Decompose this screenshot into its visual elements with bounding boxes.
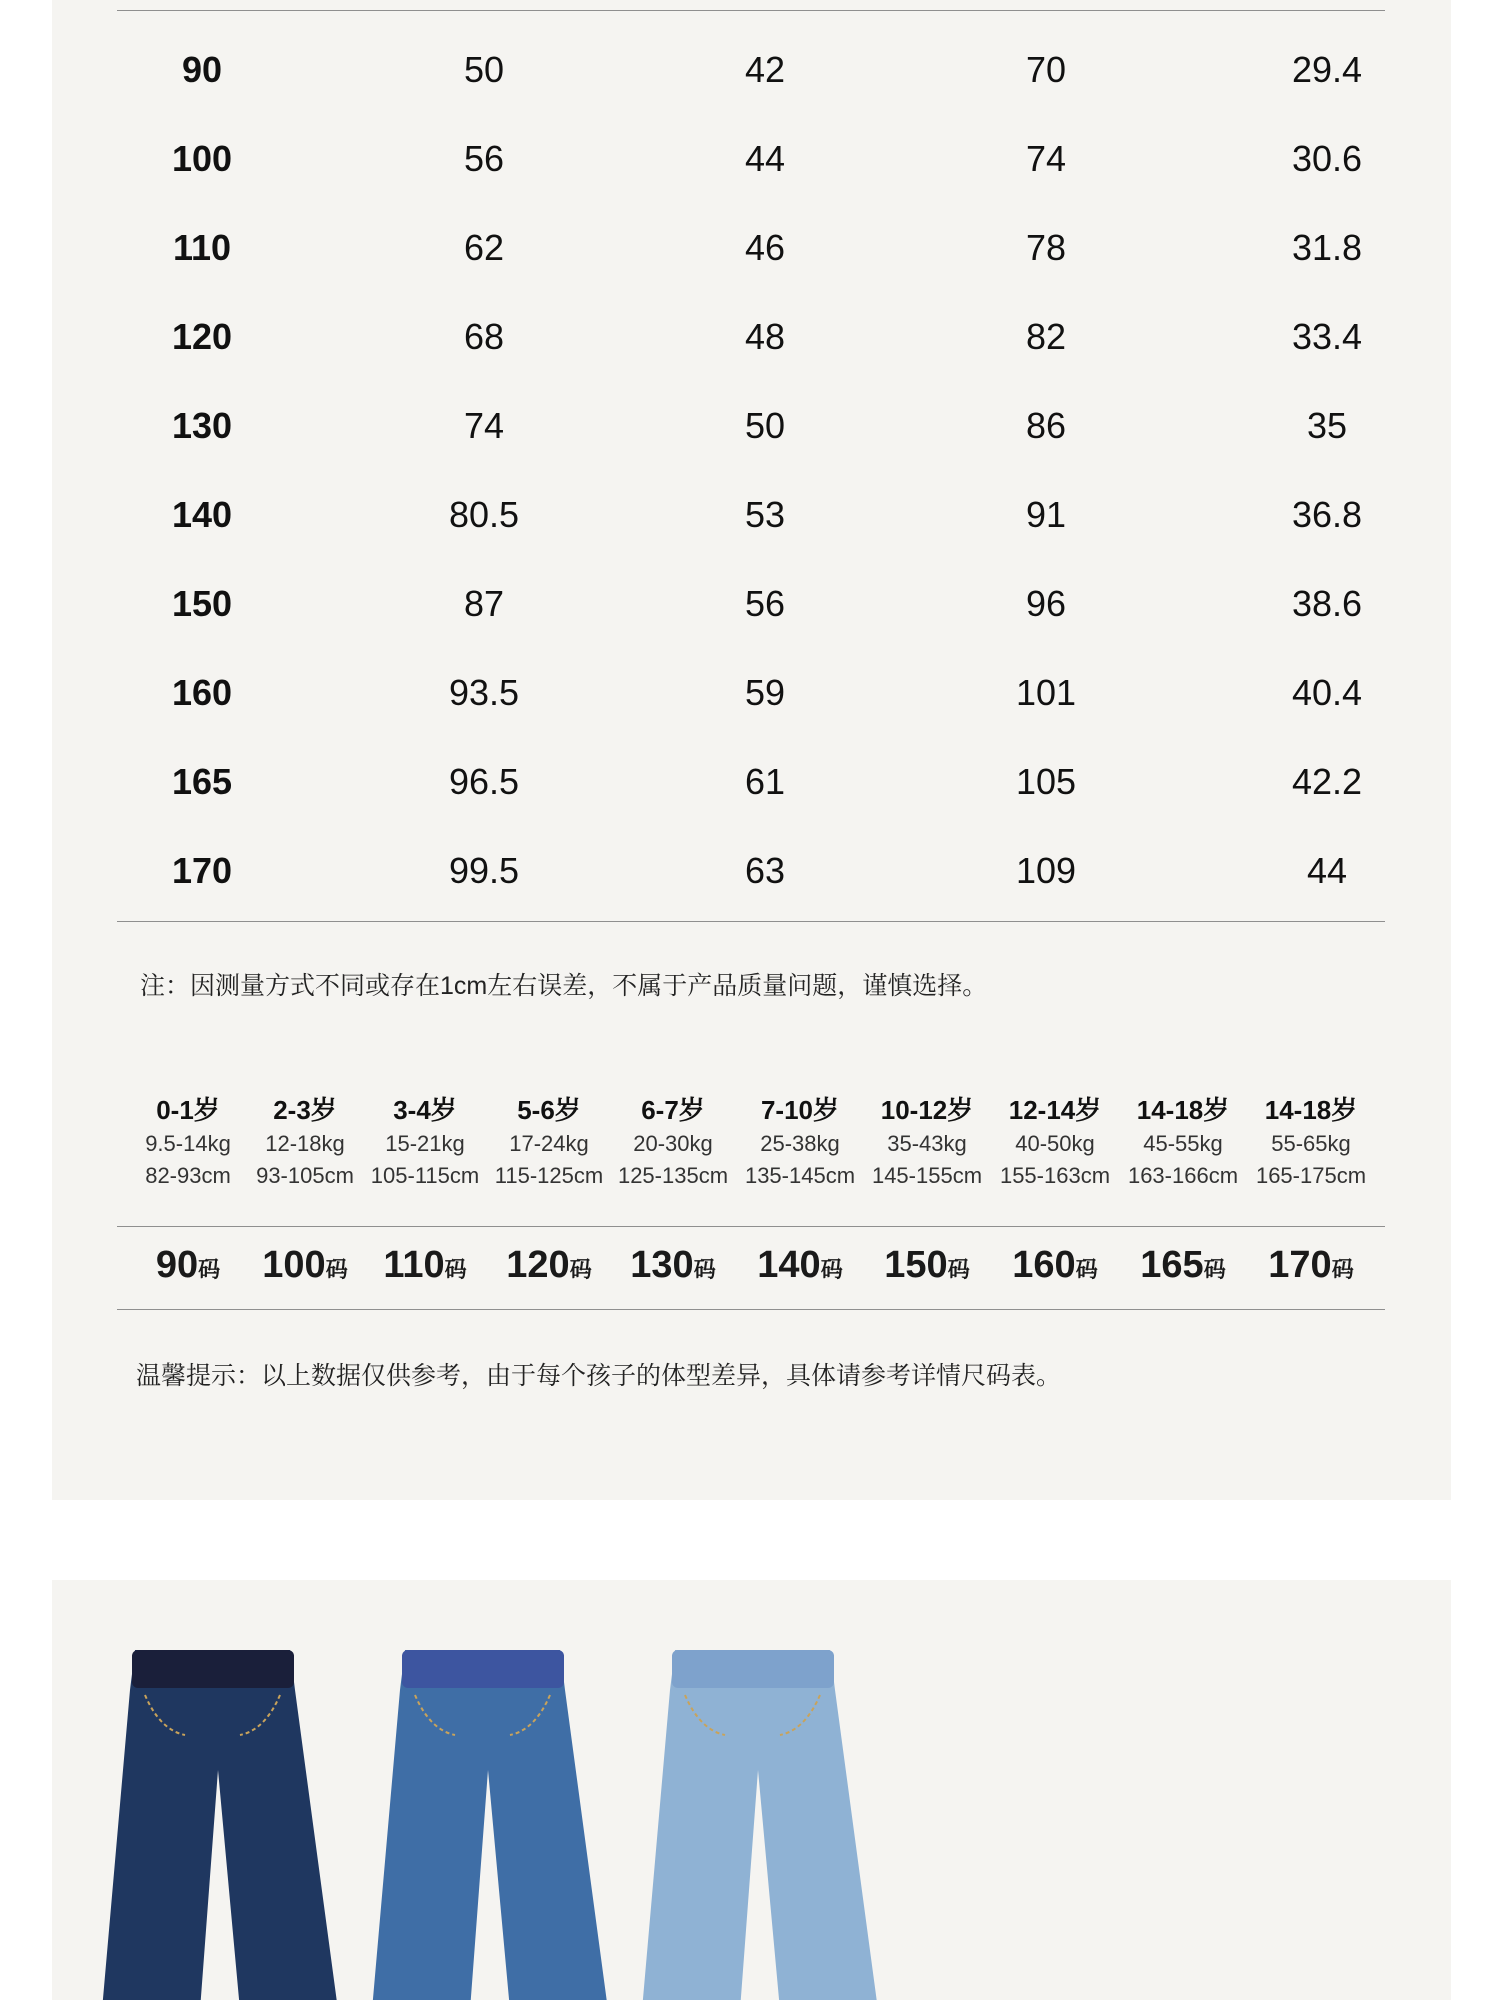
size-code [362, 1244, 488, 1287]
table-row [92, 396, 1492, 456]
measure-cell: 44 [1306, 850, 1348, 891]
measure-cell: 63 [744, 850, 786, 891]
age-block [242, 1092, 368, 1192]
jeans-light-waistband [672, 1650, 834, 1688]
jeans-dark-body [102, 1650, 338, 2000]
size-cell: 170 [171, 850, 233, 891]
measure-cell: 70 [1025, 49, 1067, 90]
size-cell: 150 [171, 583, 233, 624]
measure-cell: 78 [1025, 227, 1067, 268]
measure-cell: 96 [1025, 583, 1067, 624]
size-code-suffix: 码 [198, 1257, 221, 1282]
age-label: 2-3岁 [273, 1095, 337, 1125]
size-cell: 110 [172, 227, 232, 268]
table-row [92, 841, 1492, 901]
measure-cell: 42 [744, 49, 786, 90]
size-code-number: 90 [155, 1244, 199, 1286]
size-code-number: 170 [1268, 1244, 1332, 1286]
weight-range: 12-18kg [265, 1131, 345, 1156]
age-block [864, 1092, 990, 1192]
age-block [362, 1092, 488, 1192]
size-code-number: 150 [884, 1244, 948, 1286]
measure-cell: 61 [744, 761, 786, 802]
age-label: 6-7岁 [641, 1095, 705, 1125]
size-code [737, 1244, 863, 1287]
jeans-light-image [630, 1650, 880, 2000]
jeans-mid-body [372, 1650, 608, 2000]
measure-cell: 101 [1015, 672, 1077, 713]
size-code-suffix: 码 [325, 1257, 348, 1282]
size-cell: 100 [171, 138, 233, 179]
measure-cell: 82 [1025, 316, 1067, 357]
size-cell: 140 [171, 494, 233, 535]
size-code-number: 160 [1012, 1244, 1076, 1286]
jeans-dark-waistband [132, 1650, 294, 1688]
size-code [1120, 1244, 1246, 1287]
table-row [92, 485, 1492, 545]
measure-cell: 74 [1025, 138, 1067, 179]
size-cell: 165 [171, 761, 233, 802]
height-range: 165-175cm [1255, 1163, 1367, 1188]
measure-cell: 29.4 [1291, 49, 1363, 90]
age-block [486, 1092, 612, 1192]
height-range: 93-105cm [256, 1163, 354, 1188]
table-row [92, 574, 1492, 634]
height-range: 105-115cm [370, 1163, 480, 1188]
age-block [1120, 1092, 1246, 1192]
measure-cell: 30.6 [1291, 138, 1363, 179]
measure-cell: 99.5 [448, 850, 520, 891]
measure-cell: 31.8 [1291, 227, 1363, 268]
weight-range: 25-38kg [760, 1131, 840, 1156]
age-label: 7-10岁 [760, 1095, 840, 1125]
size-code-number: 165 [1140, 1244, 1204, 1286]
age-block [737, 1092, 863, 1192]
table-top-rule [117, 10, 1385, 11]
size-code-suffix: 码 [444, 1257, 467, 1282]
age-block [610, 1092, 736, 1192]
weight-range: 45-55kg [1143, 1131, 1223, 1156]
jeans-mid-waistband [402, 1650, 564, 1688]
measure-cell: 68 [463, 316, 505, 357]
size-code [125, 1244, 251, 1287]
size-code-suffix: 码 [820, 1257, 843, 1282]
measure-note: 注：因测量方式不同或存在1cm左右误差，不属于产品质量问题，谨慎选择。 [140, 972, 988, 1000]
size-code-suffix: 码 [569, 1257, 592, 1282]
age-label: 14-18岁 [1264, 1095, 1358, 1125]
size-code-number: 120 [506, 1244, 570, 1286]
table-row [92, 129, 1492, 189]
tip-note: 温馨提示：以上数据仅供参考，由于每个孩子的体型差异，具体请参考详情尺码表。 [136, 1362, 1062, 1390]
weight-range: 35-43kg [887, 1131, 967, 1156]
measure-cell: 50 [744, 405, 786, 446]
size-code [610, 1244, 736, 1287]
weight-range: 40-50kg [1015, 1131, 1095, 1156]
size-code-suffix: 码 [1203, 1257, 1226, 1282]
measure-cell: 44 [744, 138, 786, 179]
jeans-mid-image [360, 1650, 610, 2000]
measure-cell: 87 [463, 583, 505, 624]
height-range: 115-125cm [494, 1163, 604, 1188]
measure-cell: 40.4 [1291, 672, 1363, 713]
age-label: 14-18岁 [1136, 1095, 1230, 1125]
weight-range: 55-65kg [1271, 1131, 1351, 1156]
measure-cell: 50 [463, 49, 505, 90]
measure-cell: 80.5 [448, 494, 520, 535]
table-row [92, 218, 1492, 278]
code-top-rule [117, 1226, 1385, 1227]
measure-cell: 36.8 [1291, 494, 1363, 535]
age-label: 10-12岁 [880, 1095, 974, 1125]
size-cell: 120 [171, 316, 233, 357]
size-code [486, 1244, 612, 1287]
measure-cell: 56 [463, 138, 505, 179]
age-label: 3-4岁 [393, 1095, 457, 1125]
product-images-card [52, 1580, 1451, 2000]
size-code-number: 110 [383, 1244, 445, 1286]
size-code [242, 1244, 368, 1287]
measure-cell: 74 [463, 405, 505, 446]
height-range: 125-135cm [617, 1163, 729, 1188]
measure-cell: 56 [744, 583, 786, 624]
measure-cell: 91 [1025, 494, 1067, 535]
size-cell: 130 [171, 405, 233, 446]
table-row [92, 40, 1492, 100]
measure-cell: 42.2 [1291, 761, 1363, 802]
weight-range: 15-21kg [385, 1131, 465, 1156]
size-code-suffix: 码 [1075, 1257, 1098, 1282]
measure-cell: 46 [744, 227, 786, 268]
age-label: 12-14岁 [1008, 1095, 1102, 1125]
size-cell: 90 [181, 49, 223, 90]
jeans-dark-image [90, 1650, 340, 2000]
measure-cell: 109 [1015, 850, 1077, 891]
measure-cell: 93.5 [448, 672, 520, 713]
height-range: 163-166cm [1127, 1163, 1239, 1188]
code-bottom-rule [117, 1309, 1385, 1310]
size-code [992, 1244, 1118, 1287]
height-range: 82-93cm [145, 1163, 231, 1188]
weight-range: 9.5-14kg [145, 1131, 231, 1156]
age-block [1248, 1092, 1374, 1192]
measure-cell: 38.6 [1291, 583, 1363, 624]
size-code-number: 130 [630, 1244, 694, 1286]
measure-cell: 48 [744, 316, 786, 357]
measure-cell: 33.4 [1291, 316, 1363, 357]
measure-cell: 62 [463, 227, 505, 268]
size-code-suffix: 码 [693, 1257, 716, 1282]
age-block [125, 1092, 251, 1192]
measure-cell: 35 [1306, 405, 1348, 446]
age-block [992, 1092, 1118, 1192]
size-cell: 160 [171, 672, 233, 713]
jeans-light-body [642, 1650, 878, 2000]
age-label: 0-1岁 [156, 1095, 220, 1125]
table-row [92, 752, 1492, 812]
table-row [92, 307, 1492, 367]
size-code-number: 100 [262, 1244, 326, 1286]
weight-range: 20-30kg [633, 1131, 713, 1156]
height-range: 155-163cm [999, 1163, 1111, 1188]
measure-cell: 96.5 [448, 761, 520, 802]
height-range: 135-145cm [744, 1163, 856, 1188]
measure-cell: 86 [1025, 405, 1067, 446]
size-code-suffix: 码 [947, 1257, 970, 1282]
measure-cell: 59 [744, 672, 786, 713]
weight-range: 17-24kg [509, 1131, 589, 1156]
height-range: 145-155cm [871, 1163, 983, 1188]
size-code-suffix: 码 [1331, 1257, 1354, 1282]
size-code [1248, 1244, 1374, 1287]
measure-cell: 105 [1015, 761, 1077, 802]
table-row [92, 663, 1492, 723]
age-label: 5-6岁 [517, 1095, 581, 1125]
table-bottom-rule [117, 921, 1385, 922]
size-code [864, 1244, 990, 1287]
measure-cell: 53 [744, 494, 786, 535]
size-code-number: 140 [757, 1244, 821, 1286]
